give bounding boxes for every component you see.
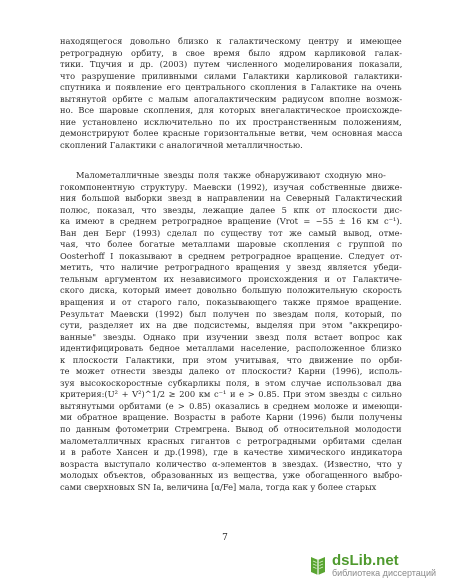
text-line: вращения и от старого гало, показывающего также прямое вращение. bbox=[60, 297, 402, 308]
text-line: идентифицировать бедное металлами население, расположенное близко bbox=[60, 343, 402, 354]
paragraph-2 bbox=[60, 170, 402, 493]
text-line: критерия:(U² + V²)^1/2 ≥ 200 км c⁻¹ и e > 0.85. При этом звезды с сильно bbox=[60, 389, 402, 400]
text-line: чая, что более богатые металлами шаровые скопления с группой по bbox=[60, 239, 402, 250]
text-line: возраста выступало количество α-элементов в звездах. (Известно, что у bbox=[60, 458, 402, 469]
text-line: сути, разделяет их на две подсистемы, выделяя при этом "аккрециро- bbox=[60, 320, 402, 331]
text-line: ретроградную орбиту, в свое время было ядром карликовой галак- bbox=[60, 47, 402, 58]
text-line: спутника и появление его центрального скопления в Галактике на очень bbox=[60, 82, 402, 93]
book-icon bbox=[308, 554, 328, 576]
text-line: и в работе Хансен и др.(1998), где в качестве химического индикатора bbox=[60, 447, 402, 458]
watermark-title: dsLib.net bbox=[332, 551, 399, 569]
watermark-logo bbox=[308, 552, 444, 578]
text-line: ского диска, который имеет довольно большую положительную скорость bbox=[60, 285, 402, 296]
text-line: скоплений Галактики с аналогичной металличностью. bbox=[60, 139, 303, 150]
text-line: ние установлено исключительно по их пространственным положениям, bbox=[60, 116, 402, 127]
text-line: молодых объектов, образованных из вещества, уже обогащенного выбро- bbox=[60, 470, 402, 481]
text-line: ванные" звезды. Однако при изучении звезд поля встает вопрос как bbox=[60, 331, 402, 342]
text-line: Результат Маевски (1992) был получен по звездам поля, который, по bbox=[60, 308, 402, 319]
text-line: зуя высокоскоростные субкарликы поля, в этом случае использовал два bbox=[60, 377, 402, 388]
text-line: ка имеют в среднем ретроградное вращение (Vrot = −55 ± 16 км c⁻¹). bbox=[60, 216, 402, 227]
text-line: вытянутыми орбитами (e > 0.85) оказались в среднем моложе и имеющи- bbox=[60, 400, 402, 411]
paragraph-1 bbox=[60, 36, 402, 151]
text-line: находящегося довольно близко к галактическому центру и имеющее bbox=[60, 36, 402, 46]
watermark-subtitle: библиотека диссертаций bbox=[332, 567, 437, 578]
text-line: Ван ден Берг (1993) сделал по существу тот же самый вывод, отме- bbox=[60, 227, 402, 238]
text-line: ми обратное вращение. Возрасты в работе Карни (1996) были получены bbox=[60, 412, 402, 423]
text-line: демонстрируют более красные горизонтальные ветви, чем основная масса bbox=[60, 128, 402, 139]
text-line: тельным аргументом их независимого происхождения и от Галактиче- bbox=[60, 273, 402, 284]
page-number: 7 bbox=[222, 533, 228, 543]
text-line: но. Все шаровые скопления, для которых внегалактическое происхожде- bbox=[60, 105, 402, 116]
text-line: вытянутой орбите с малым апогалактическим радиусом вполне возмож- bbox=[60, 93, 402, 104]
text-line: тики. Тцучия и др. (2003) путем численного моделирования показали, bbox=[60, 59, 402, 70]
text-line: гокомпонентную структуру. Маевски (1992), изучая собственные движе- bbox=[60, 181, 402, 192]
text-line: Oosterhoff I показывают в среднем ретроградное вращение. Следует от- bbox=[60, 250, 402, 261]
text-line: что разрушение приливными силами Галактики карликовой галактики- bbox=[60, 70, 402, 81]
text-line: малометалличных красных гигантов с ретроградными орбитами сделан bbox=[60, 435, 402, 446]
text-line: метить, что наличие ретроградного вращения у звезд является убеди- bbox=[60, 262, 402, 273]
text-line: к плоскости Галактики, при этом учитывая, что движение по орби- bbox=[60, 354, 402, 365]
text-line: по данным фотометрии Стремгрена. Вывод об относительной молодости bbox=[60, 424, 402, 435]
text-line: сами сверхновых SN Ia, величина [α/Fe] мала, тогда как у более старых bbox=[60, 481, 377, 492]
text-line: те может отнести звезды далеко от плоскости? Карни (1996), исполь- bbox=[60, 366, 402, 377]
text-line: ния большой выборки звезд в направлении на Северный Галактический bbox=[60, 193, 402, 204]
text-line: полюс, показал, что звезды, лежащие далее 5 кпк от плоскости дис- bbox=[60, 204, 402, 215]
text-line: Малометалличные звезды поля также обнаруживают сходную мно- bbox=[76, 170, 386, 180]
